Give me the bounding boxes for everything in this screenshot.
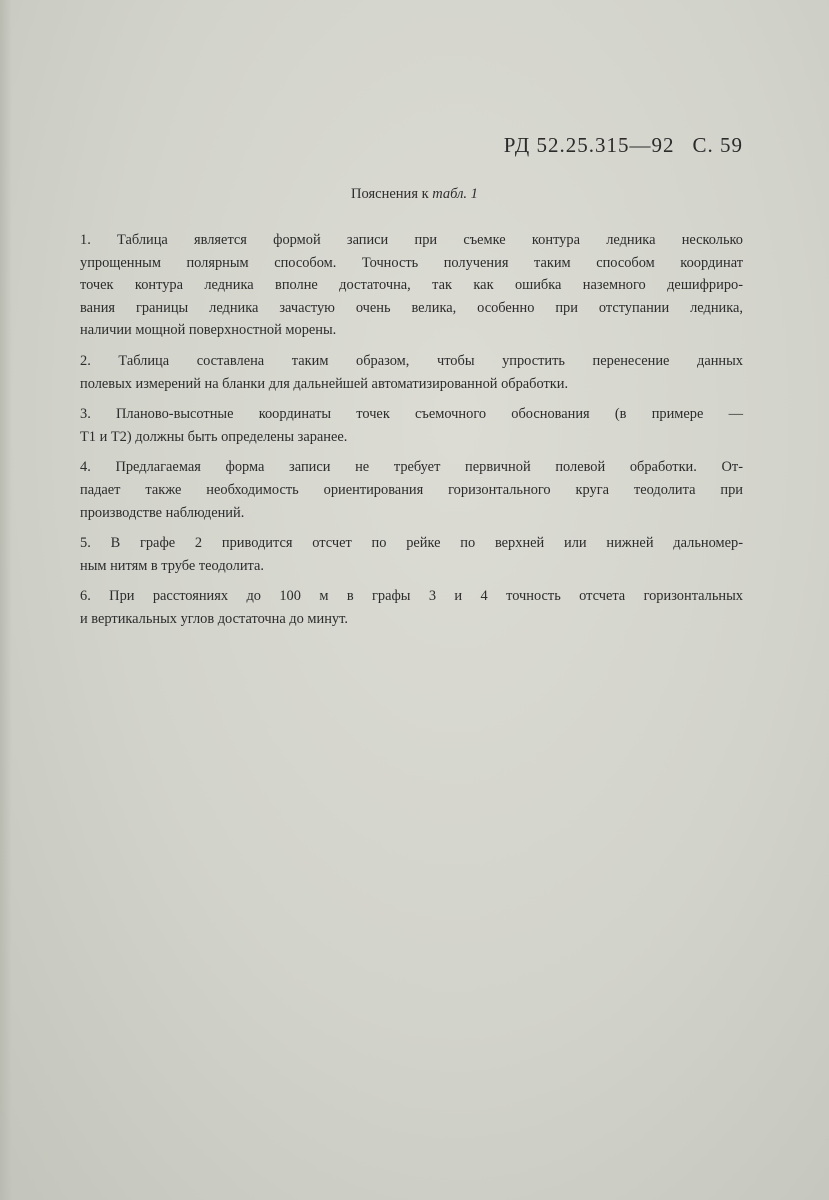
text-line: падает также необходимость ориентирования горизонтального круга теодолита при	[80, 481, 743, 498]
text-line: ным нитям в трубе теодолита.	[80, 557, 264, 574]
title-table-ref: табл. 1	[432, 186, 478, 202]
paragraph-5	[48, 532, 743, 577]
page-header	[504, 133, 743, 158]
text-line: 5. В графе 2 приводится отсчет по рейке по верхней или нижней дальномер-	[80, 535, 743, 552]
text-line: 2. Таблица составлена таким образом, чтобы упростить перенесение данных	[80, 352, 743, 369]
text-line: 6. При расстояниях до 100 м в графы 3 и 4 точность отсчета горизонтальных	[80, 588, 743, 605]
text-line: T1 и T2) должны быть определены заранее.	[80, 428, 348, 445]
paragraph-3	[48, 403, 743, 448]
text-line: наличии мощной поверхностной морены.	[80, 322, 337, 339]
text-line: полевых измерений на бланки для дальнейшей автоматизированной обработки.	[80, 375, 569, 392]
paragraph-6	[48, 585, 743, 630]
explanations-body	[48, 229, 743, 639]
text-line: 1. Таблица является формой записи при съемке контура ледника несколько	[80, 232, 743, 248]
text-line: упрощенным полярным способом. Точность получения таким способом координат	[80, 254, 743, 271]
section-title	[0, 186, 829, 203]
text-line: точек контура ледника вполне достаточна, так как ошибка наземного дешифриро-	[80, 277, 743, 294]
text-line: производстве наблюдений.	[80, 504, 245, 521]
paragraph-2	[48, 350, 743, 395]
page-number: С. 59	[692, 133, 743, 157]
page-edge-shadow	[0, 0, 12, 1200]
paragraph-4	[48, 456, 743, 524]
title-prefix: Пояснения к	[351, 186, 429, 202]
paragraph-1	[48, 229, 743, 342]
text-line: 4. Предлагаемая форма записи не требует первичной полевой обработки. От-	[80, 459, 743, 476]
document-code: РД 52.25.315—92	[503, 133, 675, 157]
text-line: вания границы ледника зачастую очень велика, особенно при отступании ледника,	[80, 299, 743, 316]
text-line: 3. Планово-высотные координаты точек съемочного обоснования (в примере —	[80, 406, 743, 423]
text-line: и вертикальных углов достаточна до минут.	[80, 610, 348, 627]
